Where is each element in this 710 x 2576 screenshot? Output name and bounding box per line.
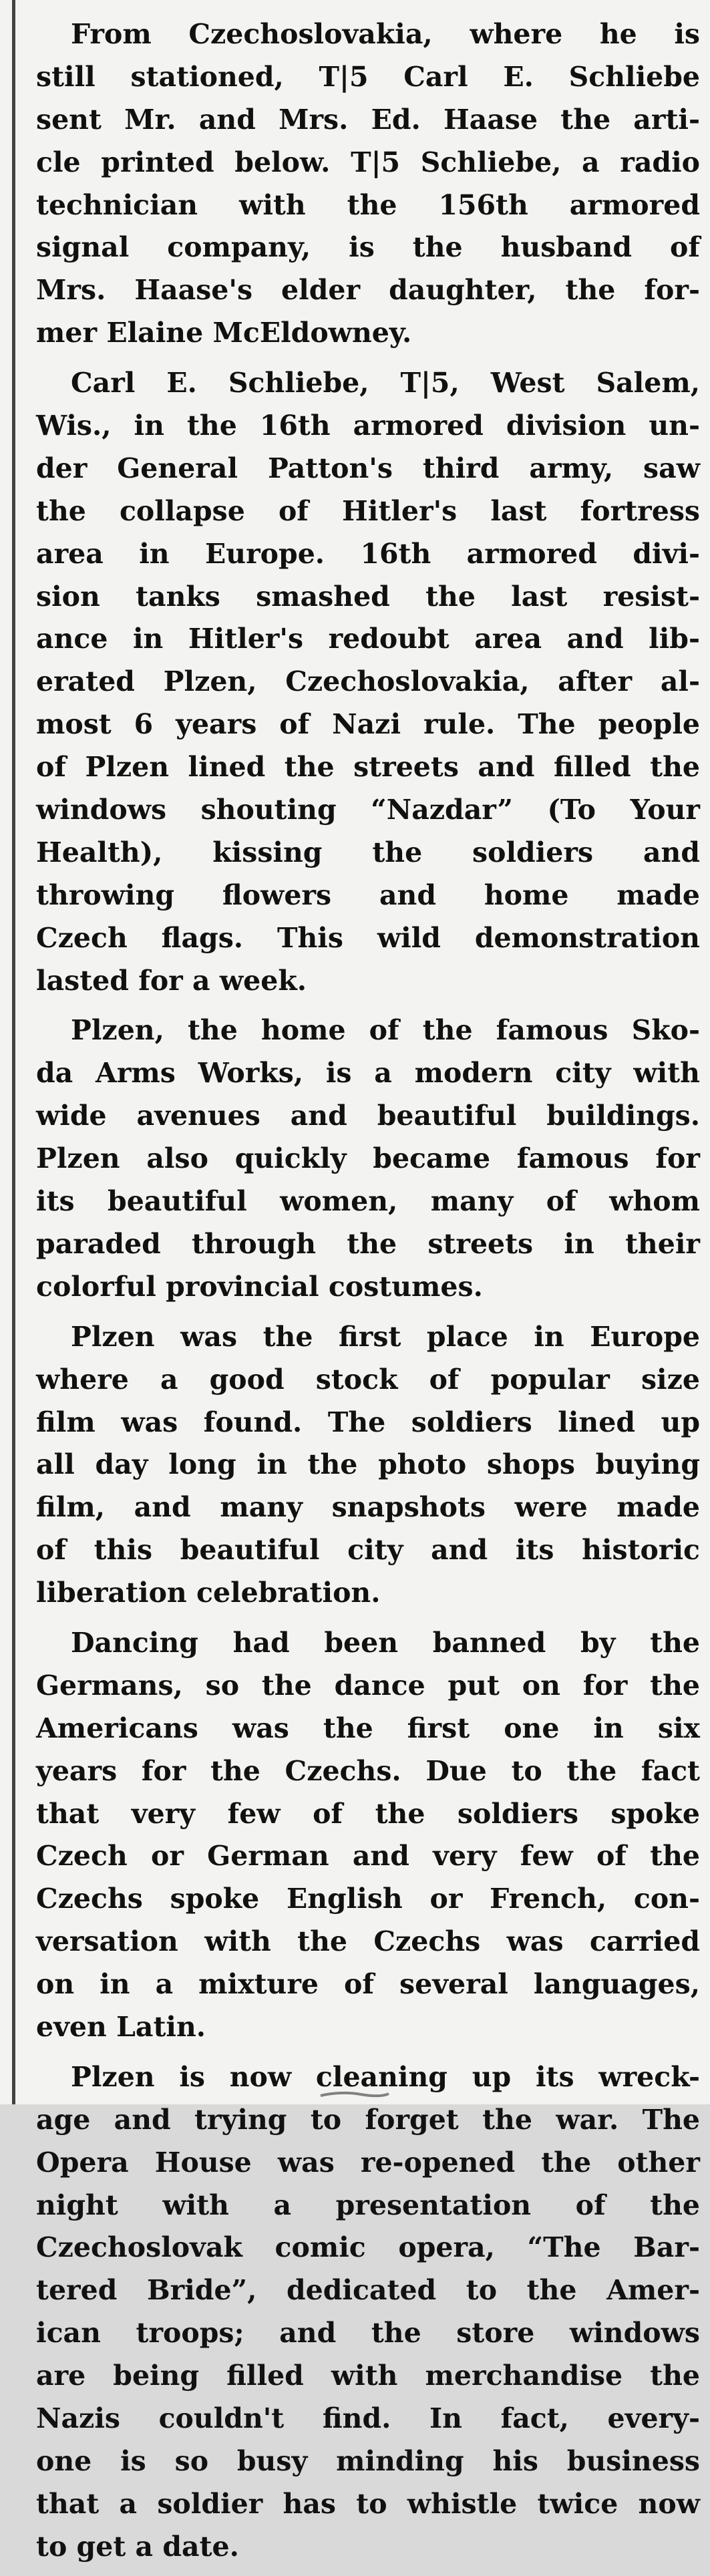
article-line: area in Europe. 16th armored divi- bbox=[36, 537, 700, 570]
article-line: mer Elaine McEldowney. bbox=[36, 317, 412, 349]
article-paragraph bbox=[36, 13, 700, 355]
article-line: Plzen is now cleaning up its wreck- bbox=[71, 2060, 700, 2093]
article-line: even Latin. bbox=[36, 2010, 206, 2043]
article-line: ance in Hitler's redoubt area and lib- bbox=[36, 623, 700, 655]
article-line: Plzen, the home of the famous Sko- bbox=[71, 1014, 700, 1047]
article-line: still stationed, T|5 Carl E. Schliebe bbox=[36, 60, 700, 93]
article-line: Czechs spoke English or French, con- bbox=[36, 1883, 700, 1915]
article-line: Americans was the first one in six bbox=[36, 1712, 700, 1744]
article-line: Czechoslovak comic opera, “The Bar- bbox=[36, 2231, 700, 2264]
article-line: film was found. The soldiers lined up bbox=[36, 1406, 700, 1438]
article-line: Czech flags. This wild demonstration bbox=[36, 921, 700, 954]
article-line: paraded through the streets in their bbox=[36, 1227, 700, 1260]
article-line: the collapse of Hitler's last fortress bbox=[36, 494, 700, 527]
article-line: der General Patton's third army, saw bbox=[36, 452, 700, 484]
article-line: years for the Czechs. Due to the fact bbox=[36, 1754, 700, 1787]
article-line: da Arms Works, is a modern city with bbox=[36, 1057, 700, 1090]
article-line: Czech or German and very few of the bbox=[36, 1840, 700, 1873]
article-paragraph bbox=[36, 1316, 700, 1615]
article-line: technician with the 156th armored bbox=[36, 188, 700, 221]
article-line: Germans, so the dance put on for the bbox=[36, 1669, 700, 1702]
article-line: night with a presentation of the bbox=[36, 2189, 700, 2221]
article-line: all day long in the photo shops buying bbox=[36, 1448, 700, 1481]
article-line: signal company, is the husband of bbox=[36, 231, 700, 264]
article-column bbox=[36, 13, 700, 2576]
article-line: one is so busy minding his business bbox=[36, 2444, 700, 2477]
article-line: sion tanks smashed the last resist- bbox=[36, 580, 700, 613]
article-line: Wis., in the 16th armored division un- bbox=[36, 410, 700, 442]
article-line: lasted for a week. bbox=[36, 964, 307, 997]
article-line: windows shouting “Nazdar” (To Your bbox=[36, 794, 700, 826]
article-line: From Czechoslovakia, where he is bbox=[71, 18, 700, 50]
article-line: Opera House was re-opened the other bbox=[36, 2146, 700, 2179]
column-rule bbox=[12, 0, 15, 2104]
article-line: that very few of the soldiers spoke bbox=[36, 1797, 700, 1830]
article-line: are being filled with merchandise the bbox=[36, 2360, 700, 2392]
article-line: colorful provincial costumes. bbox=[36, 1270, 483, 1303]
article-line: tered Bride”, dedicated to the Amer- bbox=[36, 2274, 700, 2307]
article-line: to get a date. bbox=[36, 2530, 239, 2563]
article-line: on in a mixture of several languages, bbox=[36, 1968, 700, 2001]
ink-smudge bbox=[314, 2090, 394, 2099]
article-line: cle printed below. T|5 Schliebe, a radio bbox=[36, 146, 700, 178]
article-line: liberation celebration. bbox=[36, 1577, 381, 1609]
article-line: age and trying to forget the war. The bbox=[36, 2103, 700, 2136]
article-line: versation with the Czechs was carried bbox=[36, 1925, 700, 1958]
article-line: where a good stock of popular size bbox=[36, 1363, 700, 1396]
article-paragraph bbox=[36, 362, 700, 1002]
article-line: sent Mr. and Mrs. Ed. Haase the arti- bbox=[36, 103, 700, 136]
article-line: erated Plzen, Czechoslovakia, after al- bbox=[36, 665, 700, 698]
article-line: film, and many snapshots were made bbox=[36, 1491, 700, 1524]
article-line: Plzen was the first place in Europe bbox=[71, 1320, 700, 1353]
article-line: of Plzen lined the streets and filled the bbox=[36, 751, 700, 784]
article-line: ican troops; and the store windows bbox=[36, 2317, 700, 2350]
article-paragraph bbox=[36, 1009, 700, 1308]
article-line: of this beautiful city and its historic bbox=[36, 1534, 700, 1567]
article-line: Plzen also quickly became famous for bbox=[36, 1142, 700, 1175]
article-line: throwing flowers and home made bbox=[36, 878, 700, 911]
article-paragraph bbox=[36, 1622, 700, 2049]
article-line: that a soldier has to whistle twice now bbox=[36, 2487, 700, 2520]
article-line: its beautiful women, many of whom bbox=[36, 1185, 700, 1218]
article-line: Mrs. Haase's elder daughter, the for- bbox=[36, 274, 700, 307]
article-line: Carl E. Schliebe, T|5, West Salem, bbox=[71, 367, 700, 399]
article-line: Dancing had been banned by the bbox=[71, 1626, 700, 1659]
article-paragraph bbox=[36, 2056, 700, 2569]
article-line: Nazis couldn't find. In fact, every- bbox=[36, 2402, 700, 2434]
article-line: Health), kissing the soldiers and bbox=[36, 836, 700, 868]
article-line: wide avenues and beautiful buildings. bbox=[36, 1100, 700, 1132]
article-line: most 6 years of Nazi rule. The people bbox=[36, 708, 700, 741]
